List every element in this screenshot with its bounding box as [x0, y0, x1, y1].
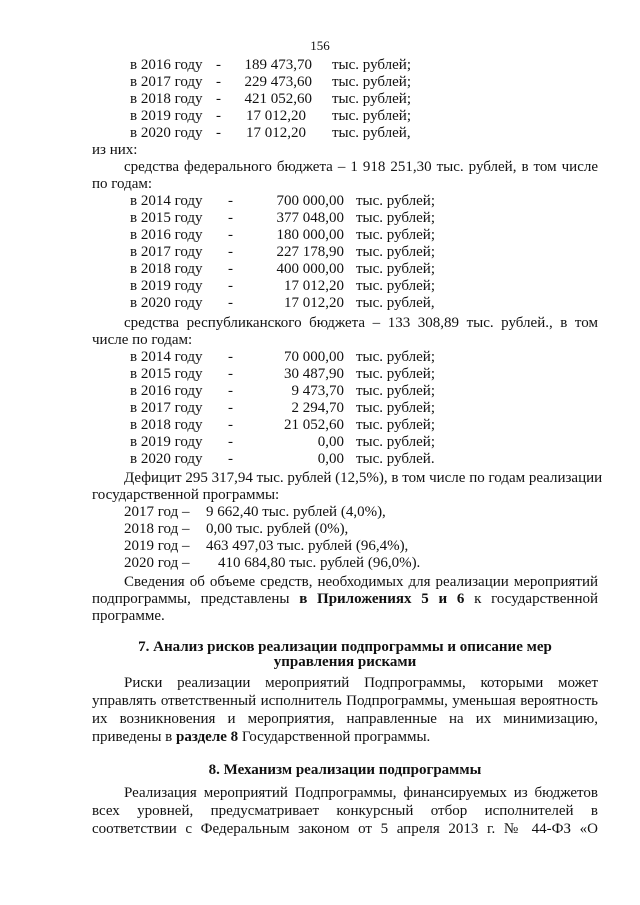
from-them-label: из них:	[92, 142, 138, 158]
year-label: в 2020 году	[130, 295, 203, 311]
dash: -	[216, 57, 221, 73]
year-label: в 2014 году	[130, 193, 203, 209]
year-label: в 2015 году	[130, 366, 203, 382]
deficit-year: 2019 год –	[124, 538, 190, 554]
section-7-text: их возникновения и мероприятия, направленные на их минимизацию,	[92, 711, 598, 727]
amount: 189 473,70	[244, 57, 312, 73]
amount: 0,00	[317, 434, 344, 450]
year-label: в 2016 году	[130, 227, 203, 243]
federal-budget-line: средства федерального бюджета – 1 918 251,30 тыс. рублей, в том числе	[124, 159, 598, 175]
year-label: в 2020 году	[130, 125, 203, 141]
dash: -	[216, 74, 221, 90]
dash: -	[228, 295, 233, 311]
amount: 30 487,90	[284, 366, 344, 382]
year-label: в 2018 году	[130, 261, 203, 277]
dash: -	[228, 400, 233, 416]
section-8-text: соответствии с Федеральным законом от 5 апреля 2013 г. № 44-ФЗ «О	[92, 821, 598, 837]
unit: тыс. рублей;	[356, 417, 435, 433]
amount: 17 012,20	[246, 125, 306, 141]
svedeniya-line-2	[92, 590, 598, 608]
amount: 400 000,00	[276, 261, 344, 277]
deficit-row	[124, 503, 386, 521]
dash: -	[228, 366, 233, 382]
dash: -	[228, 244, 233, 260]
dash: -	[228, 227, 233, 243]
deficit-line: Дефицит 295 317,94 тыс. рублей (12,5%), в том числе по годам реализации	[124, 470, 603, 486]
amount: 17 012,20	[284, 295, 344, 311]
year-label: в 2019 году	[130, 108, 203, 124]
unit: тыс. рублей;	[332, 108, 411, 124]
republic-budget-line: средства республиканского бюджета – 133 308,89 тыс. рублей., в том	[124, 315, 598, 331]
dash: -	[216, 91, 221, 107]
deficit-value: 410 684,80 тыс. рублей (96,0%).	[218, 555, 421, 571]
unit: тыс. рублей;	[356, 210, 435, 226]
deficit-row	[124, 537, 409, 555]
dash: -	[228, 349, 233, 365]
svedeniya-line: Сведения об объеме средств, необходимых для реализации мероприятий	[124, 574, 598, 590]
amount: 17 012,20	[246, 108, 306, 124]
unit: тыс. рублей;	[332, 74, 411, 90]
dash: -	[228, 278, 233, 294]
unit: тыс. рублей;	[332, 57, 411, 73]
section-8-text: всех уровней, предусматривает конкурсный отбор исполнителей в	[92, 803, 598, 819]
unit: тыс. рублей.	[356, 451, 435, 467]
text-run: приведены в	[92, 729, 173, 745]
dash: -	[228, 210, 233, 226]
amount: 421 052,60	[244, 91, 312, 107]
amount: 0,00	[317, 451, 344, 467]
amount: 9 473,70	[291, 383, 344, 399]
amount: 229 473,60	[244, 74, 312, 90]
year-label: в 2019 году	[130, 278, 203, 294]
dash: -	[228, 417, 233, 433]
year-label: в 2015 году	[130, 210, 203, 226]
deficit-year: 2017 год –	[124, 504, 190, 520]
dash: -	[228, 383, 233, 399]
deficit-line-2: государственной программы:	[92, 487, 280, 503]
section-reference: разделе 8	[176, 729, 239, 745]
text-run: к государственной	[474, 591, 599, 607]
section-7-text: Риски реализации мероприятий Подпрограммы, которыми может	[124, 675, 598, 691]
deficit-value: 463 497,03 тыс. рублей (96,4%),	[206, 538, 409, 554]
unit: тыс. рублей;	[356, 366, 435, 382]
section-7-text: управлять ответственный исполнитель Подпрограммы, уменьшая вероятность	[92, 693, 598, 709]
deficit-row	[124, 520, 349, 538]
unit: тыс. рублей;	[356, 434, 435, 450]
year-label: в 2017 году	[130, 244, 203, 260]
deficit-value: 0,00 тыс. рублей (0%),	[206, 521, 349, 537]
unit: тыс. рублей;	[356, 193, 435, 209]
amount: 17 012,20	[284, 278, 344, 294]
appendix-reference: в Приложениях 5 и 6	[299, 591, 465, 607]
section-7-heading: 7. Анализ рисков реализации подпрограммы и описание мер	[138, 639, 552, 655]
section-7-heading-2: управления рисками	[273, 654, 417, 670]
unit: тыс. рублей;	[356, 278, 435, 294]
unit: тыс. рублей,	[356, 295, 435, 311]
republic-budget-line-2: числе по годам:	[92, 332, 193, 348]
text-run: Государственной программы.	[241, 729, 431, 745]
year-label: в 2018 году	[130, 91, 203, 107]
amount: 180 000,00	[276, 227, 344, 243]
year-label: в 2014 году	[130, 349, 203, 365]
amount: 70 000,00	[284, 349, 344, 365]
unit: тыс. рублей;	[356, 383, 435, 399]
year-label: в 2017 году	[130, 74, 203, 90]
amount: 2 294,70	[291, 400, 344, 416]
unit: тыс. рублей;	[356, 400, 435, 416]
dash: -	[228, 193, 233, 209]
page-number: 156	[310, 38, 330, 53]
unit: тыс. рублей,	[332, 125, 411, 141]
federal-budget-line-2: по годам:	[92, 176, 153, 192]
unit: тыс. рублей;	[332, 91, 411, 107]
unit: тыс. рублей;	[356, 261, 435, 277]
section-7-text	[92, 728, 430, 746]
amount: 377 048,00	[276, 210, 344, 226]
year-label: в 2018 году	[130, 417, 203, 433]
deficit-year: 2018 год –	[124, 521, 190, 537]
unit: тыс. рублей;	[356, 349, 435, 365]
dash: -	[228, 434, 233, 450]
year-label: в 2016 году	[130, 383, 203, 399]
dash: -	[216, 125, 221, 141]
svedeniya-line-3: программе.	[92, 608, 165, 624]
deficit-year: 2020 год –	[124, 555, 190, 571]
deficit-row	[124, 554, 421, 572]
year-label: в 2020 году	[130, 451, 203, 467]
amount: 21 052,60	[284, 417, 344, 433]
year-label: в 2019 году	[130, 434, 203, 450]
section-8-text: Реализация мероприятий Подпрограммы, финансируемых из бюджетов	[124, 785, 598, 801]
section-8-heading: 8. Механизм реализации подпрограммы	[208, 762, 482, 778]
dash: -	[228, 451, 233, 467]
amount: 227 178,90	[276, 244, 344, 260]
year-label: в 2016 году	[130, 57, 203, 73]
unit: тыс. рублей;	[356, 227, 435, 243]
deficit-value: 9 662,40 тыс. рублей (4,0%),	[206, 504, 386, 520]
dash: -	[228, 261, 233, 277]
text-run: подпрограммы, представлены	[92, 591, 290, 607]
year-label: в 2017 году	[130, 400, 203, 416]
amount: 700 000,00	[276, 193, 344, 209]
dash: -	[216, 108, 221, 124]
unit: тыс. рублей;	[356, 244, 435, 260]
